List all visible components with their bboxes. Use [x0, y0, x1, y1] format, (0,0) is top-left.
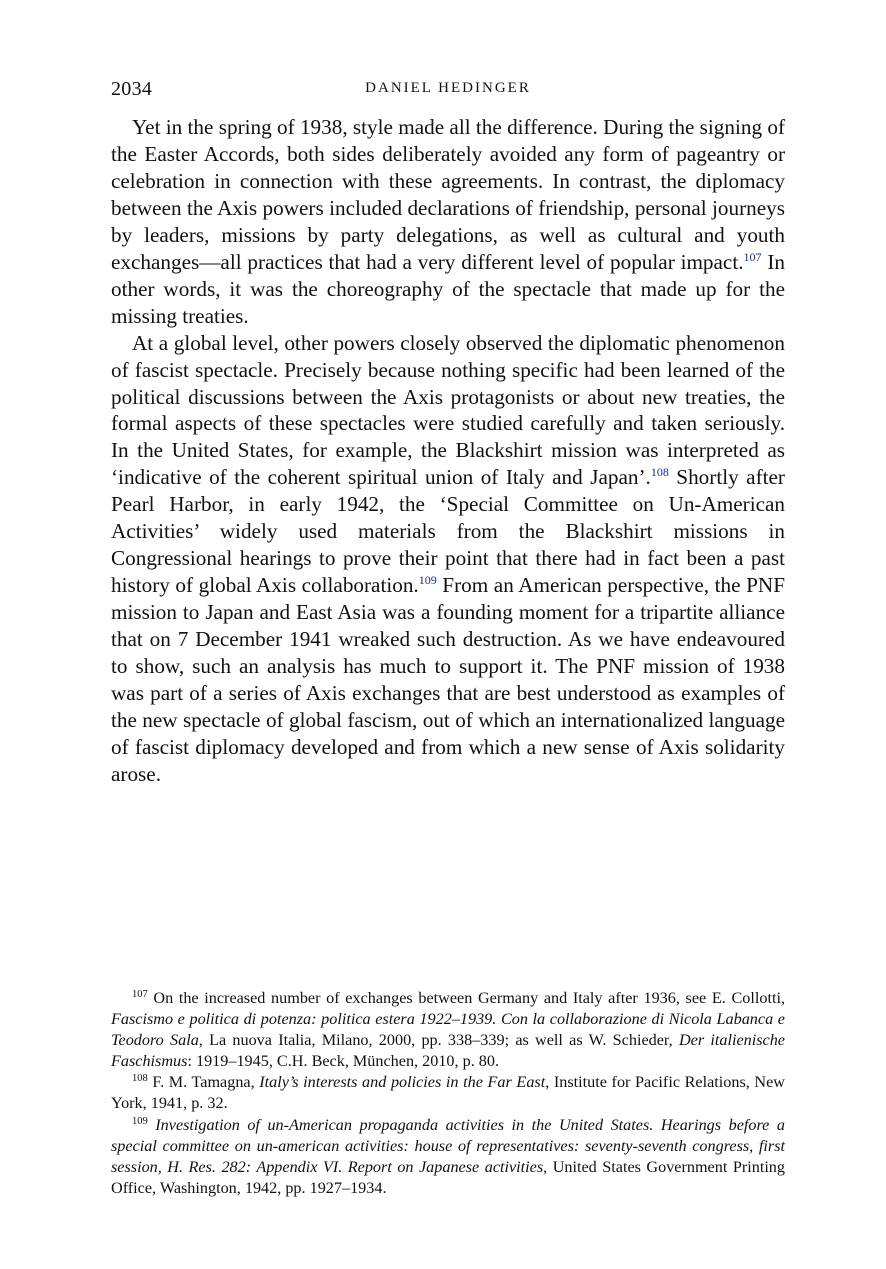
footnote-text: On the increased number of exchanges between Germany and Italy after 1936, see E. Collotti,: [147, 989, 785, 1007]
footnote-109: [111, 1115, 785, 1199]
footnote-number: 107: [132, 989, 148, 1000]
footnote-108: [111, 1072, 785, 1114]
footnote-text: : 1919–1945, C.H. Beck, München, 2010, p. 80.: [187, 1052, 500, 1071]
paragraph-2: [111, 330, 785, 788]
footnote-107: [111, 988, 785, 1072]
paragraph-2-text-c: From an American perspective, the PNF mission to Japan and East Asia was a founding moment for a tripartite alliance that on 7 December 1941 wreaked such destruction. As we have endeavoured to show, such an analysis has much to support it. The PNF mission of 1938 was part of a series of Axis exchanges that are best understood as examples of the new spectacle of global fascism, out of which an internationalized language of fascist diplomacy developed and from which a new sense of Axis solidarity arose.: [111, 573, 785, 786]
running-head: [111, 78, 785, 100]
paragraph-1-text-a: Yet in the spring of 1938, style made all the difference. During the signing of the Easter Accords, both sides deliberately avoided any form of pageantry or celebration in connection with these agreements. In contrast, the diplomacy between the Axis powers included declarations of friendship, personal journeys by leaders, missions by party delegations, as well as cultural and youth exchanges—all practices that had a very different level of popular impact.: [111, 115, 785, 274]
footnote-ref-107[interactable]: 107: [743, 249, 762, 264]
footnote-ref-108[interactable]: 108: [650, 465, 669, 480]
footnotes: [111, 988, 785, 1199]
footnote-number: 108: [132, 1073, 148, 1085]
footnote-text: , La nuova Italia, Milano, 2000, pp. 338–339; as well as W. Schieder,: [198, 1031, 679, 1050]
paragraph-2-text-a: At a global level, other powers closely observed the diplomatic phenomenon of fascist spectacle. Precisely because nothing specific had been learned of the political discussions between the Axis protagonists or about new treaties, the formal aspects of these spectacles were studied carefully and taken seriously. In the United States, for example, the Blackshirt mission was interpreted as ‘indicative of the coherent spiritual union of Italy and Japan’.: [111, 330, 785, 490]
body-text: [111, 114, 785, 788]
footnote-title: Fascismo e politica di potenza: politica estera 1922–1939. Con la collaborazione di Nicola Labanca e Teodoro Sala: [111, 1010, 785, 1050]
running-title-author: DANIEL HEDINGER: [365, 80, 531, 96]
footnote-text: , United States Government Printing Office, Washington, 1942, pp. 1927–1934.: [111, 1157, 785, 1197]
footnote-number: 109: [132, 1115, 148, 1127]
paragraph-2-text-b: Shortly after Pearl Harbor, in early 1942, the ‘Special Committee on Un-American Activities’ widely used materials from the Blackshirt missions in Congressional hearings to prove their point that there had in fact been a past history of global Axis collaboration.: [111, 465, 785, 598]
paragraph-1: [111, 114, 785, 330]
footnote-title: Der italienische Faschismus: [111, 1031, 785, 1071]
page-number: 2034: [111, 78, 153, 100]
paragraph-1-text-b: In other words, it was the choreography of the spectacle that made up for the missing treaties.: [111, 249, 785, 328]
footnote-title: Italy’s interests and policies in the Far East: [259, 1073, 546, 1092]
footnote-text: F. M. Tamagna,: [147, 1073, 260, 1092]
footnote-ref-109[interactable]: 109: [418, 573, 437, 588]
footnote-text: , Institute for Pacific Relations, New York, 1941, p. 32.: [111, 1073, 785, 1113]
footnote-title: Investigation of un-American propaganda activities in the United States. Hearings before a special committee on un-american activities: house of representatives: seventy-seventh congress, first session, H. Res. 282: Appendix VI. Report on Japanese activities: [111, 1115, 785, 1176]
